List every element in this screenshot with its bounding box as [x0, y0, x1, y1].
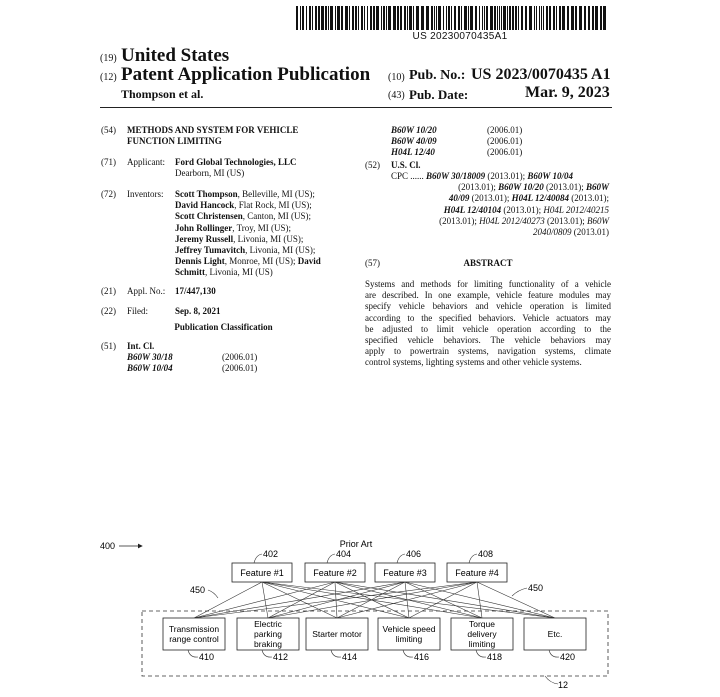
feature-box-4: [447, 549, 507, 582]
module-label-line: range control: [169, 634, 219, 644]
abstract-line: be adjusted to limit vehicle operation according to the: [365, 323, 611, 334]
module-box-5: [451, 618, 513, 662]
intcl-class-1: B60W 30/18: [127, 352, 173, 362]
pub-date: Mar. 9, 2023: [525, 84, 610, 101]
barcode: [296, 6, 606, 30]
module-label-line: Etc.: [547, 629, 563, 639]
module-ref-number: 420: [560, 652, 576, 662]
intcl-class-2: B60W 10/04: [127, 363, 173, 373]
feature-ref-leader: [469, 554, 477, 563]
feature-ref-leader: [397, 554, 405, 563]
inventors-list: [175, 189, 321, 279]
pub-no: US 2023/0070435 A1: [471, 66, 611, 83]
intcl-class-5: H04L 12/40: [391, 147, 435, 157]
prior-art-label: Prior Art: [339, 539, 373, 549]
feature-module-link: [409, 582, 477, 618]
text-line: Scott Christensen, Canton, MI (US);: [175, 211, 311, 222]
text-line: David Hancock, Flat Rock, MI (US);: [175, 200, 312, 211]
appl-number: 17/447,130: [175, 286, 216, 296]
feature-box-1: [232, 549, 292, 582]
inventors-code: (72): [101, 189, 116, 199]
module-label-line: limiting: [395, 634, 423, 644]
module-ref-leader: [403, 650, 413, 657]
module-label-line: limiting: [468, 639, 496, 649]
ref-450-right: 450: [528, 583, 544, 593]
ref-12-label: 12: [558, 680, 569, 690]
feature-module-link: [268, 582, 335, 618]
ref-450-right-leader: [512, 588, 527, 596]
intcl-date-3: (2006.01): [487, 125, 523, 135]
pub-no-code: (10): [388, 72, 405, 83]
pub-date-label: Pub. Date:: [409, 87, 469, 102]
pub-type-code: (12): [100, 72, 117, 83]
header-rule: [100, 107, 612, 108]
module-label-line: Electric: [254, 619, 282, 629]
module-box-2: [237, 618, 299, 662]
abstract-code: (57): [365, 258, 380, 268]
feature-ref-number: 406: [406, 549, 422, 559]
appl-code: (21): [101, 286, 116, 296]
module-ref-leader: [331, 650, 341, 657]
connection-lines: [194, 582, 555, 618]
text-line: Schmitt, Livonia, MI (US): [175, 267, 273, 278]
module-label-line: Starter motor: [312, 629, 362, 639]
text-line: Jeremy Russell, Livonia, MI (US);: [175, 233, 304, 244]
text-line: Scott Thompson, Belleville, MI (US);: [175, 189, 315, 199]
abstract-heading: ABSTRACT: [463, 258, 513, 268]
module-ref-number: 418: [487, 652, 503, 662]
feature-ref-leader: [254, 554, 262, 563]
country: United States: [121, 45, 230, 66]
country-code: (19): [100, 53, 117, 64]
intcl-label: Int. Cl.: [127, 341, 155, 351]
text-line: 40/09 (2013.01); H04L 12/40084 (2013.01);: [448, 193, 609, 204]
module-ref-number: 410: [199, 652, 215, 662]
text-line: 2040/0809 (2013.01): [532, 227, 609, 238]
inventors-label: Inventors:: [127, 189, 164, 199]
intcl-date-4: (2006.01): [487, 136, 523, 146]
feature-box-3: [375, 549, 435, 582]
pub-no-label: Pub. No.:: [409, 68, 466, 83]
intcl-date-2: (2006.01): [222, 363, 258, 373]
abstract-line: control systems, lighting systems and other vehicle systems.: [365, 357, 582, 368]
text-line: Dennis Light, Monroe, MI (US); David: [175, 256, 321, 267]
applicant-code: (71): [101, 157, 116, 167]
ref-400-label: 400: [100, 541, 116, 551]
module-label-line: Torque: [469, 619, 495, 629]
feature-ref-number: 404: [336, 549, 352, 559]
applicant-location: Dearborn, MI (US): [175, 168, 245, 178]
abstract-line: Systems and methods for limiting functionality of a vehicle: [365, 279, 611, 289]
ref-12-leader: [545, 676, 558, 684]
applicant-name: Ford Global Technologies, LLC: [175, 157, 297, 167]
module-label-line: delivery: [467, 629, 497, 639]
abstract-line: specified vehicle behaviors. The vehicle behaviors may: [365, 335, 611, 346]
intcl-code: (51): [101, 341, 116, 351]
cpc-classifications: [391, 171, 609, 238]
module-ref-leader: [549, 650, 559, 657]
title-code: (54): [101, 125, 116, 135]
feature-label: Feature #2: [313, 568, 357, 578]
text-line: (2013.01); H04L 2012/40273 (2013.01); B60W: [439, 215, 609, 226]
inventors-short: Thompson et al.: [121, 87, 204, 101]
abstract-text: [365, 279, 611, 369]
module-ref-number: 414: [342, 652, 358, 662]
feature-box-2: [305, 549, 365, 582]
module-label-line: parking: [254, 629, 282, 639]
module-label-line: Vehicle speed: [382, 624, 436, 634]
feature-module-link: [194, 582, 335, 618]
module-ref-leader: [188, 650, 198, 657]
feature-label: Feature #1: [240, 568, 284, 578]
uscl-label: U.S. Cl.: [391, 160, 421, 170]
appl-label: Appl. No.:: [127, 286, 166, 296]
module-ref-leader: [476, 650, 486, 657]
feature-module-link: [477, 582, 555, 618]
text-line: Jeffrey Tumavitch, Livonia, MI (US);: [175, 245, 316, 256]
feature-label: Feature #3: [383, 568, 427, 578]
module-box-6: [524, 618, 586, 662]
module-ref-leader: [262, 650, 272, 657]
applicant-label: Applicant:: [127, 157, 165, 167]
intcl-date-1: (2006.01): [222, 352, 258, 362]
title-line-2: FUNCTION LIMITING: [127, 136, 222, 146]
module-box-4: [378, 618, 440, 662]
prior-art-diagram: [0, 530, 720, 697]
abstract-line: are described. In one example, vehicle feature modules may: [365, 290, 611, 301]
text-line: (2013.01); B60W 10/20 (2013.01); B60W: [458, 182, 609, 193]
abstract-line: according to the specified behaviors. Vehicle actuators may: [365, 312, 611, 323]
feature-ref-leader: [327, 554, 335, 563]
text-line: CPC ...... B60W 30/18009 (2013.01); B60W 10/04: [391, 171, 573, 181]
module-label-line: Transmission: [168, 624, 220, 634]
intcl-class-3: B60W 10/20: [391, 125, 437, 135]
feature-ref-number: 402: [263, 549, 279, 559]
uscl-code: (52): [365, 160, 380, 170]
publication-type: Patent Application Publication: [121, 64, 371, 85]
title-line-1: METHODS AND SYSTEM FOR VEHICLE: [127, 125, 299, 135]
filed-code: (22): [101, 306, 116, 316]
pub-date-code: (43): [388, 90, 405, 101]
module-ref-number: 416: [414, 652, 430, 662]
feature-label: Feature #4: [455, 568, 499, 578]
module-ref-number: 412: [273, 652, 289, 662]
intcl-class-4: B60W 40/09: [391, 136, 437, 146]
feature-ref-number: 408: [478, 549, 494, 559]
abstract-line: specify vehicle behaviors and vehicle operation is limited: [365, 301, 611, 312]
ref-450-left-leader: [208, 590, 218, 598]
module-box-3: [306, 618, 368, 662]
ref-450-left: 450: [190, 585, 206, 595]
filed-label: Filed:: [127, 306, 149, 316]
text-line: John Rollinger, Troy, MI (US);: [175, 222, 291, 233]
filed-date: Sep. 8, 2021: [175, 306, 221, 316]
abstract-line: apply to powertrain systems, navigation systems, climate: [365, 346, 611, 357]
module-box-1: [163, 618, 225, 662]
barcode-number: US 20230070435A1: [412, 31, 508, 42]
text-line: H04L 12/40104 (2013.01); H04L 2012/40215: [443, 204, 609, 215]
publication-classification-heading: Publication Classification: [174, 322, 273, 332]
intcl-date-5: (2006.01): [487, 147, 523, 157]
module-label-line: braking: [254, 639, 282, 649]
